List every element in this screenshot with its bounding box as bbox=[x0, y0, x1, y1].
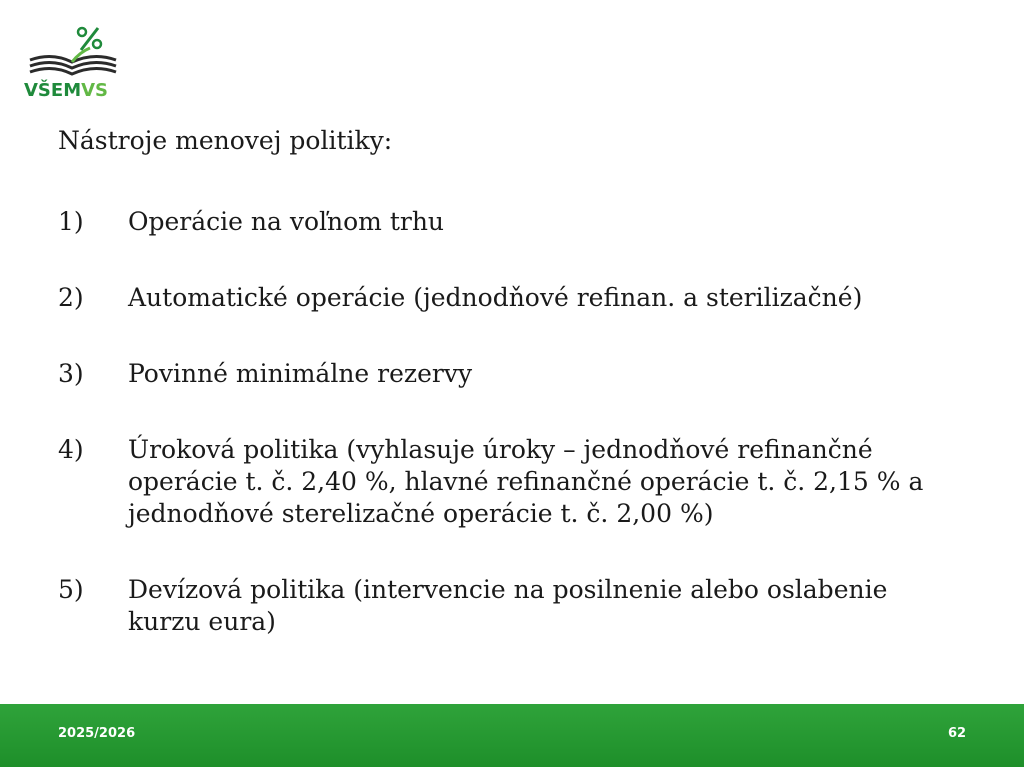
page-number: 62 bbox=[948, 726, 967, 741]
slide-heading: Nástroje menovej politiky: bbox=[58, 126, 393, 155]
list-item-text: Úroková politika (vyhlasuje úroky – jednodňové refinančné operácie t. č. 2,40 %, hlavné refinančné operácie t. č. 2,15 % a jednodňové sterelizačné operácie t. č. 2,00 %) bbox=[128, 435, 924, 528]
list-item bbox=[58, 358, 958, 390]
list-item bbox=[58, 282, 958, 314]
list-item-number: 5) bbox=[58, 575, 84, 604]
list-item-number: 3) bbox=[58, 359, 84, 388]
book-percent-icon bbox=[24, 22, 124, 80]
list-item-number: 4) bbox=[58, 435, 84, 464]
slide-content bbox=[58, 124, 958, 638]
list-item-text: Povinné minimálne rezervy bbox=[128, 359, 473, 388]
logo-wordmark: VŠEMVS bbox=[24, 80, 109, 101]
list-item bbox=[58, 434, 958, 530]
list-item bbox=[58, 206, 958, 238]
list-item-number: 1) bbox=[58, 207, 84, 236]
list-item bbox=[58, 574, 958, 638]
list-item-text: Automatické operácie (jednodňové refinan. a sterilizačné) bbox=[128, 283, 863, 312]
footer-bar bbox=[0, 704, 1024, 767]
footer-academic-year: 2025/2026 bbox=[58, 726, 136, 741]
list-item-text: Devízová politika (intervencie na posilnenie alebo oslabenie kurzu eura) bbox=[128, 575, 888, 636]
list-item-text: Operácie na voľnom trhu bbox=[128, 207, 445, 236]
instrument-list bbox=[58, 206, 958, 638]
vsemvs-logo bbox=[24, 22, 124, 108]
list-item-number: 2) bbox=[58, 283, 84, 312]
